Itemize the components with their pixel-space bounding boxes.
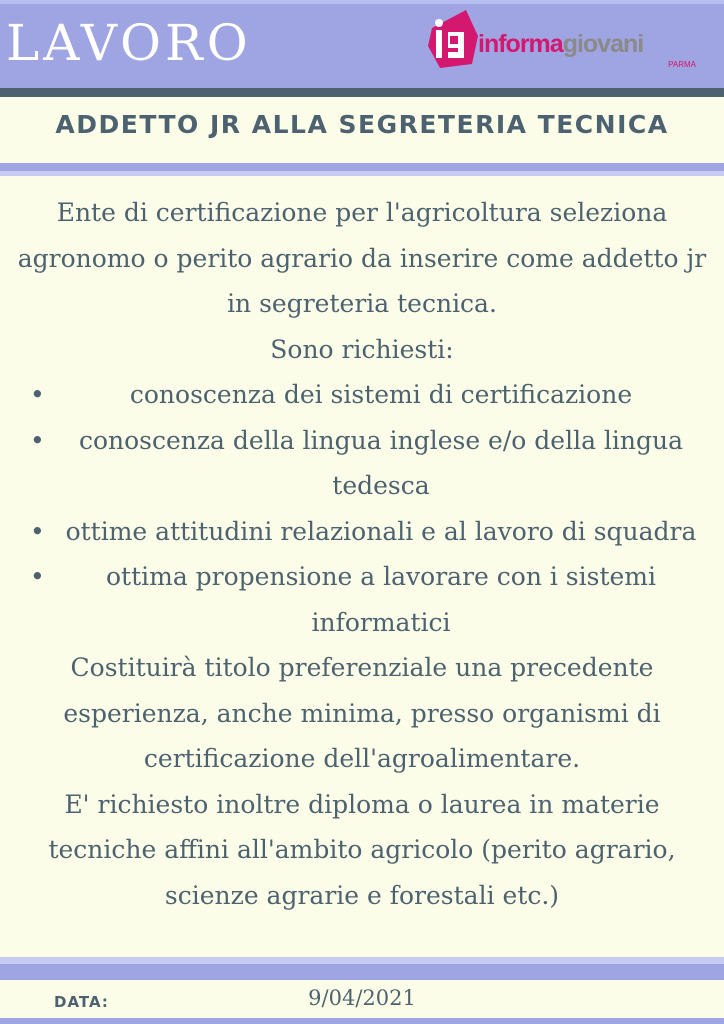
preferred-paragraph: Costituirà titolo preferenziale una precedente esperienza, anche minima, presso organismi di certificazione dell'agroalimentare. (63, 653, 661, 773)
logo-city: PARMA (668, 60, 696, 69)
requirements-list (0, 372, 724, 645)
job-title: ADDETTO JR ALLA SEGRETERIA TECNICA (55, 110, 669, 139)
requirements-label: Sono richiesti: (270, 334, 454, 364)
bullet-icon: • (30, 516, 45, 546)
header-band (0, 0, 724, 88)
list-item: • conoscenza dei sistemi di certificazione (0, 372, 724, 418)
title-divider (0, 163, 724, 171)
date-value: 9/04/2021 (308, 986, 416, 1010)
list-item: • ottime attitudini relazionali e al lavoro di squadra (0, 509, 724, 555)
footer-divider (0, 964, 724, 980)
bullet-icon: • (30, 425, 45, 455)
header-divider (0, 88, 724, 97)
footer-divider-light (0, 957, 724, 964)
category-label: LAVORO (6, 14, 252, 72)
list-item: • ottima propensione a lavorare con i sistemi informatici (0, 554, 724, 645)
diploma-paragraph: E' richiesto inoltre diploma o laurea in materie tecniche affini all'ambito agricolo (perito agrario, scienze agrarie e forestali etc.) (48, 789, 676, 910)
header-top-line (0, 0, 724, 4)
date-label: DATA: (54, 993, 109, 1011)
logo-wordmark: informagiovani (478, 30, 644, 58)
informagiovani-logo (426, 6, 706, 72)
ig-logo-icon (426, 6, 482, 72)
intro-paragraph: Ente di certificazione per l'agricoltura seleziona agronomo o perito agrario da inserire come addetto jr in segreteria tecnica. (17, 198, 707, 318)
bullet-icon: • (30, 562, 45, 591)
list-item: • conoscenza della lingua inglese e/o della lingua tedesca (0, 418, 724, 509)
title-divider-light (0, 171, 724, 176)
job-description (0, 190, 724, 918)
bottom-band (0, 1018, 724, 1024)
bullet-icon: • (30, 380, 45, 409)
